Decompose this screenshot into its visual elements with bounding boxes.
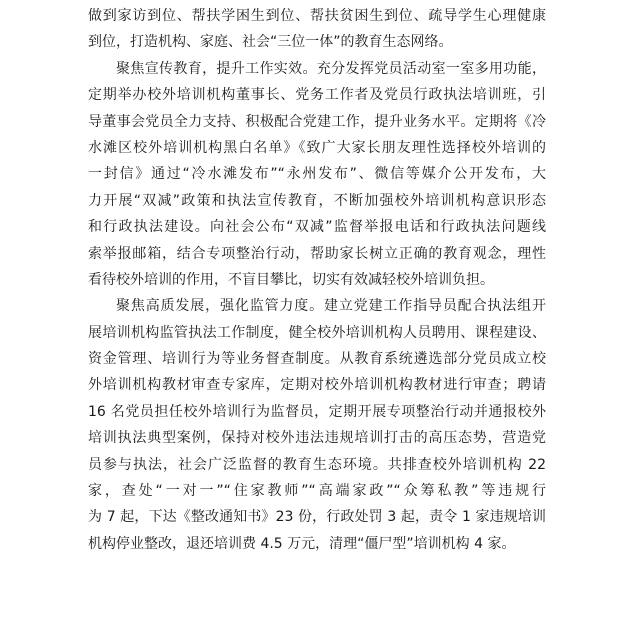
document-page <box>88 0 546 557</box>
text-line: 和行政执法建设。向社会公布“双减”监督举报电话和行政执法问题线 <box>88 219 546 236</box>
text-line: 培训执法典型案例，保持对校外违法违规培训打击的高压态势，营造党 <box>88 430 546 447</box>
text-line: 做到家访到位、帮扶学困生到位、帮扶贫困生到位、疏导学生心理健康 <box>88 8 546 24</box>
text-line: 一封信》通过“冷水滩发布”“永州发布”、微信等媒介公开发布，大 <box>88 166 546 183</box>
text-line: 为 7 起，下达《整改通知书》23 份，行政处罚 3 起，责令 1 家违规培训 <box>88 509 546 526</box>
text-line: 员参与执法，社会广泛监督的教育生态环境。共排查校外培训机构 22 <box>88 456 546 473</box>
text-line: 聚焦宣传教育，提升工作实效。充分发挥党员活动室一室多用功能， <box>116 60 546 77</box>
text-line: 家，查处“一对一”“住家教师”“高端家政”“众筹私教”等违规行 <box>88 483 546 500</box>
text-line: 展培训机构监管执法工作制度，健全校外培训机构人员聘用、课程建设、 <box>88 324 546 341</box>
text-line: 水滩区校外培训机构黑白名单》《致广大家长朋友理性选择校外培训的 <box>88 139 546 156</box>
text-line: 到位，打造机构、家庭、社会“三位一体”的教育生态网络。 <box>88 34 453 51</box>
text-line: 看待校外培训的作用，不盲目攀比，切实有效减轻校外培训负担。 <box>88 271 494 288</box>
text-line: 聚焦高质发展，强化监管力度。建立党建工作指导员配合执法组开 <box>116 298 546 315</box>
paragraph-home-visit <box>88 3 546 56</box>
paragraph-publicity-education <box>88 56 546 294</box>
text-line: 资金管理、培训行为等业务督查制度。从教育系统遴选部分党员成立校 <box>88 351 546 368</box>
text-line: 定期举办校外培训机构董事长、党务工作者及党员行政执法培训班，引 <box>88 87 546 104</box>
paragraph-quality-supervision <box>88 293 546 557</box>
text-line: 机构停业整改，退还培训费 4.5 万元，清理“僵尸型”培训机构 4 家。 <box>88 535 516 552</box>
text-line: 力开展“双减”政策和执法宣传教育，不断加强校外培训机构意识形态 <box>88 192 546 209</box>
text-line: 16 名党员担任校外培训行为监督员，定期开展专项整治行动并通报校外 <box>88 403 546 420</box>
text-line: 索举报邮箱，结合专项整治行动，帮助家长树立正确的教育观念，理性 <box>88 245 546 262</box>
text-line: 导董事会党员全力支持、积极配合党建工作，提升业务水平。定期将《冷 <box>88 113 546 130</box>
text-line: 外培训机构教材审查专家库，定期对校外培训机构教材进行审查；聘请 <box>88 377 546 394</box>
